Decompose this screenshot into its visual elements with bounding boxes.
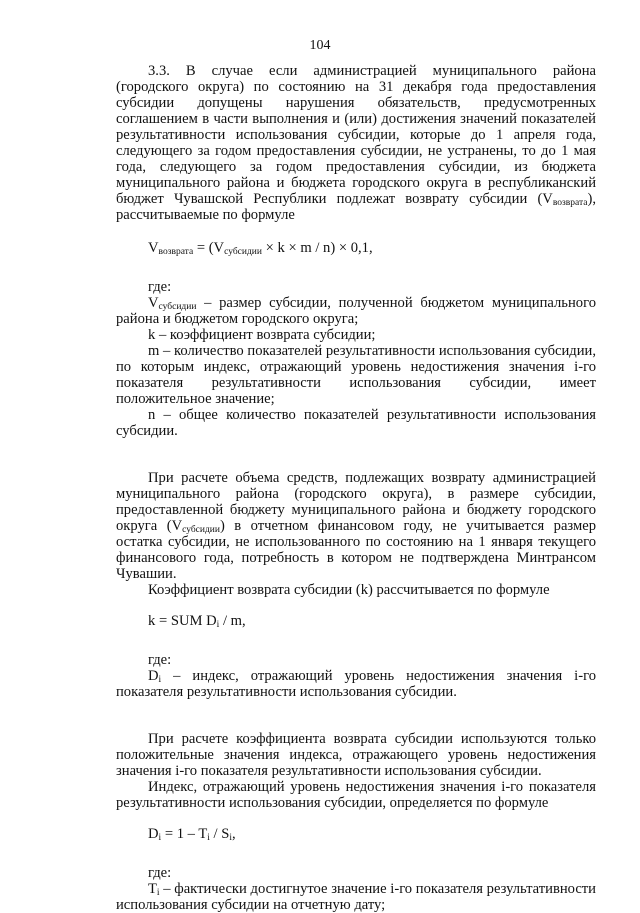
formula-k (116, 613, 596, 629)
paragraph-calculation-b: ) в отчетном финансовом году, не учитывается размер остатка субсидии, не использованного по состоянию на 1 января текущего финансового года, потребность в котором не подтверждена Минтрансом Чувашии. (116, 518, 596, 582)
paragraph-3-3-text: 3.3. В случае если администрацией муниципального района (городского округа) по состоянию на 31 декабря года предоставления субсидии допущены нарушения обязательств, предусмотренных соглашением в части выполнения и (или) достижения значений показателей результативности использования субсидии, которые до 1 апреля года, следующего за годом предоставления субсидии, не устранены, то до 1 мая года, следующего за годом предоставления субсидии, из бюджета муниципального района и бюджета городского округа в республиканский бюджет Чувашской Республики подлежат возврату субсидии (V (116, 63, 596, 207)
paragraph-index-intro: Индекс, отражающий уровень недостижения значения i-го показателя результативности использования субсидии, определяется по формуле (116, 779, 596, 811)
document-body (116, 63, 596, 913)
formula-return-sub2: субсидии (224, 247, 262, 257)
paragraph-calculation-a: При расчете объема средств, подлежащих возврату администрацией муниципального района (городского округа), в размере субсидии, предоставленной бюджету муниципального района и бюджету городского округа (V (116, 470, 596, 534)
where-label-3: где: (148, 865, 172, 881)
definition-n: n – общее количество показателей результативности использования субсидии. (116, 407, 596, 439)
definition-m: m – количество показателей результативности использования субсидии, по которым индекс, отражающий уровень недостижения значения i-го показателя результативности использования субсидии, имеет положительное значение; (116, 343, 596, 407)
formula-return (116, 240, 596, 256)
definition-ti (116, 881, 596, 913)
definition-ti-text: – фактически достигнутое значение i-го показателя результативности использования субсидии на отчетную дату; (116, 881, 596, 913)
formula-k-a: k = SUM D (148, 613, 217, 629)
definition-ti-symbol: T (148, 881, 157, 897)
paragraph-k-intro: Коэффициент возврата субсидии (k) рассчитывается по формуле (148, 582, 550, 598)
definition-v-sub: субсидии (158, 302, 197, 312)
formula-di-sub2: i (207, 833, 210, 843)
where-label-1: где: (148, 279, 172, 295)
formula-di-end: , (232, 826, 236, 842)
where-label-2: где: (148, 652, 172, 668)
definition-di-sub: i (158, 675, 162, 685)
page-number: 104 (309, 38, 331, 53)
formula-di (116, 826, 596, 842)
subscript-return: возврата (552, 198, 588, 208)
definition-v-symbol: V (148, 295, 159, 311)
definition-di-text: – индекс, отражающий уровень недостижения значения i-го показателя результативности использования субсидии. (116, 668, 596, 700)
formula-di-div: / S (209, 826, 230, 842)
definition-di (116, 668, 596, 700)
definition-di-symbol: D (148, 668, 159, 684)
formula-return-rest: × k × m / n) × 0,1, (261, 240, 373, 256)
formula-di-sub3: i (229, 833, 233, 843)
paragraph-3-3 (116, 63, 596, 223)
formula-return-v: V (148, 240, 159, 256)
formula-di-sub1: i (158, 833, 162, 843)
paragraph-calculation (116, 470, 596, 582)
paragraph-3-3-end: ), рассчитываемые по формуле (116, 191, 596, 223)
paragraph-calculation-sub: субсидии (182, 525, 220, 535)
formula-k-b: / m, (219, 613, 246, 629)
paragraph-only-positive: При расчете коэффициента возврата субсидии используются только положительные значения индекса, отражающего уровень недостижения значения i-го показателя результативности использования субсидии. (116, 731, 596, 779)
definition-v-subsidy (116, 295, 596, 327)
definition-v-text: – размер субсидии, полученной бюджетом муниципального района и бюджетом городского округа; (116, 295, 596, 327)
definition-ti-sub: i (156, 888, 160, 898)
definition-k: k – коэффициент возврата субсидии; (148, 327, 376, 343)
formula-di-mid: = 1 – T (161, 826, 208, 842)
formula-k-sub: i (216, 620, 220, 630)
formula-return-sub1: возврата (158, 247, 194, 257)
formula-di-d: D (148, 826, 159, 842)
formula-return-eq: = (V (193, 240, 225, 256)
